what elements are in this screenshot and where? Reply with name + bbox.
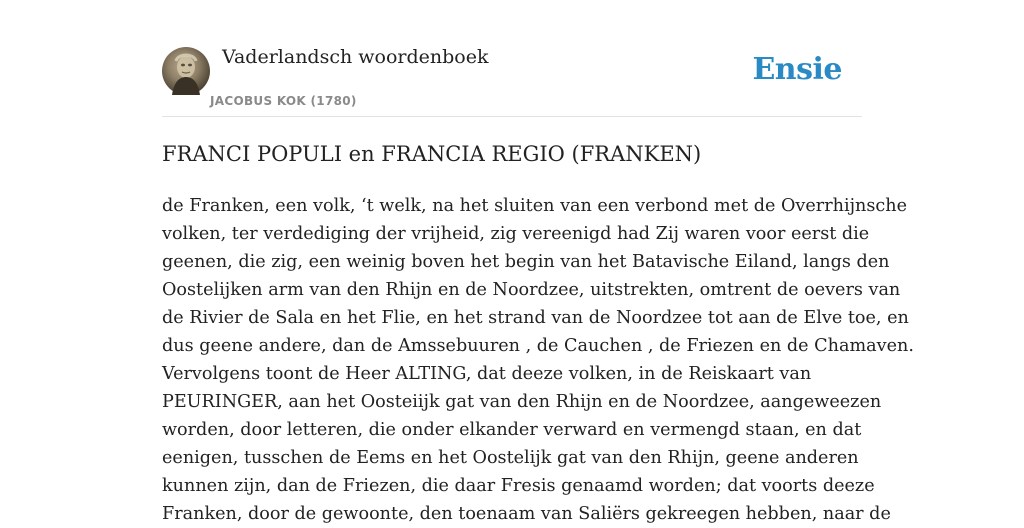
entry-line: Franken, door de gewoonte, den toenaam van Saliërs gekreegen hebben, naar de — [162, 504, 891, 524]
entry-body — [162, 192, 914, 528]
entry-line: worden, door letteren, die onder elkander verward en vermengd staan, en dat — [162, 420, 862, 440]
entry-line: geenen, die zig, een weinig boven het begin van het Batavische Eiland, langs den — [162, 252, 890, 272]
entry-line: dus geene andere, dan de Amssebuuren , de Cauchen , de Friezen en de Chamaven. — [162, 336, 914, 356]
entry-title: FRANCI POPULI en FRANCIA REGIO (FRANKEN) — [162, 142, 702, 166]
entry-line: Vervolgens toont de Heer ALTING, dat deeze volken, in de Reiskaart van — [162, 364, 812, 384]
entry-line: kunnen zijn, dan de Friezen, die daar Fresis genaamd worden; dat voorts deeze — [162, 476, 875, 496]
author-name[interactable]: JACOBUS KOK (1780) — [210, 94, 357, 108]
entry-line: eenigen, tusschen de Eems en het Oostelijk gat van den Rhijn, geene anderen — [162, 448, 859, 468]
header — [162, 0, 862, 117]
entry-line: Oostelijken arm van den Rhijn en de Noordzee, uitstrekten, omtrent de oevers van — [162, 280, 901, 300]
ensie-logo[interactable]: Ensie — [752, 52, 842, 87]
entry-line: PEURINGER, aan het Oosteiijk gat van den Rhijn en de Noordzee, aangeweezen — [162, 392, 882, 412]
entry-line: de Franken, een volk, ‘t welk, na het sluiten van een verbond met de Overrhijnsche — [162, 196, 907, 216]
entry-line: volken, ter verdediging der vrijheid, zig vereenigd had Zij waren voor eerst die — [162, 224, 870, 244]
entry-line: de Rivier de Sala en het Flie, en het strand van de Noordzee tot aan de Elve toe, en — [162, 308, 909, 328]
book-title[interactable]: Vaderlandsch woordenboek — [222, 46, 489, 68]
author-avatar[interactable] — [162, 47, 210, 95]
portrait-icon — [162, 47, 210, 95]
